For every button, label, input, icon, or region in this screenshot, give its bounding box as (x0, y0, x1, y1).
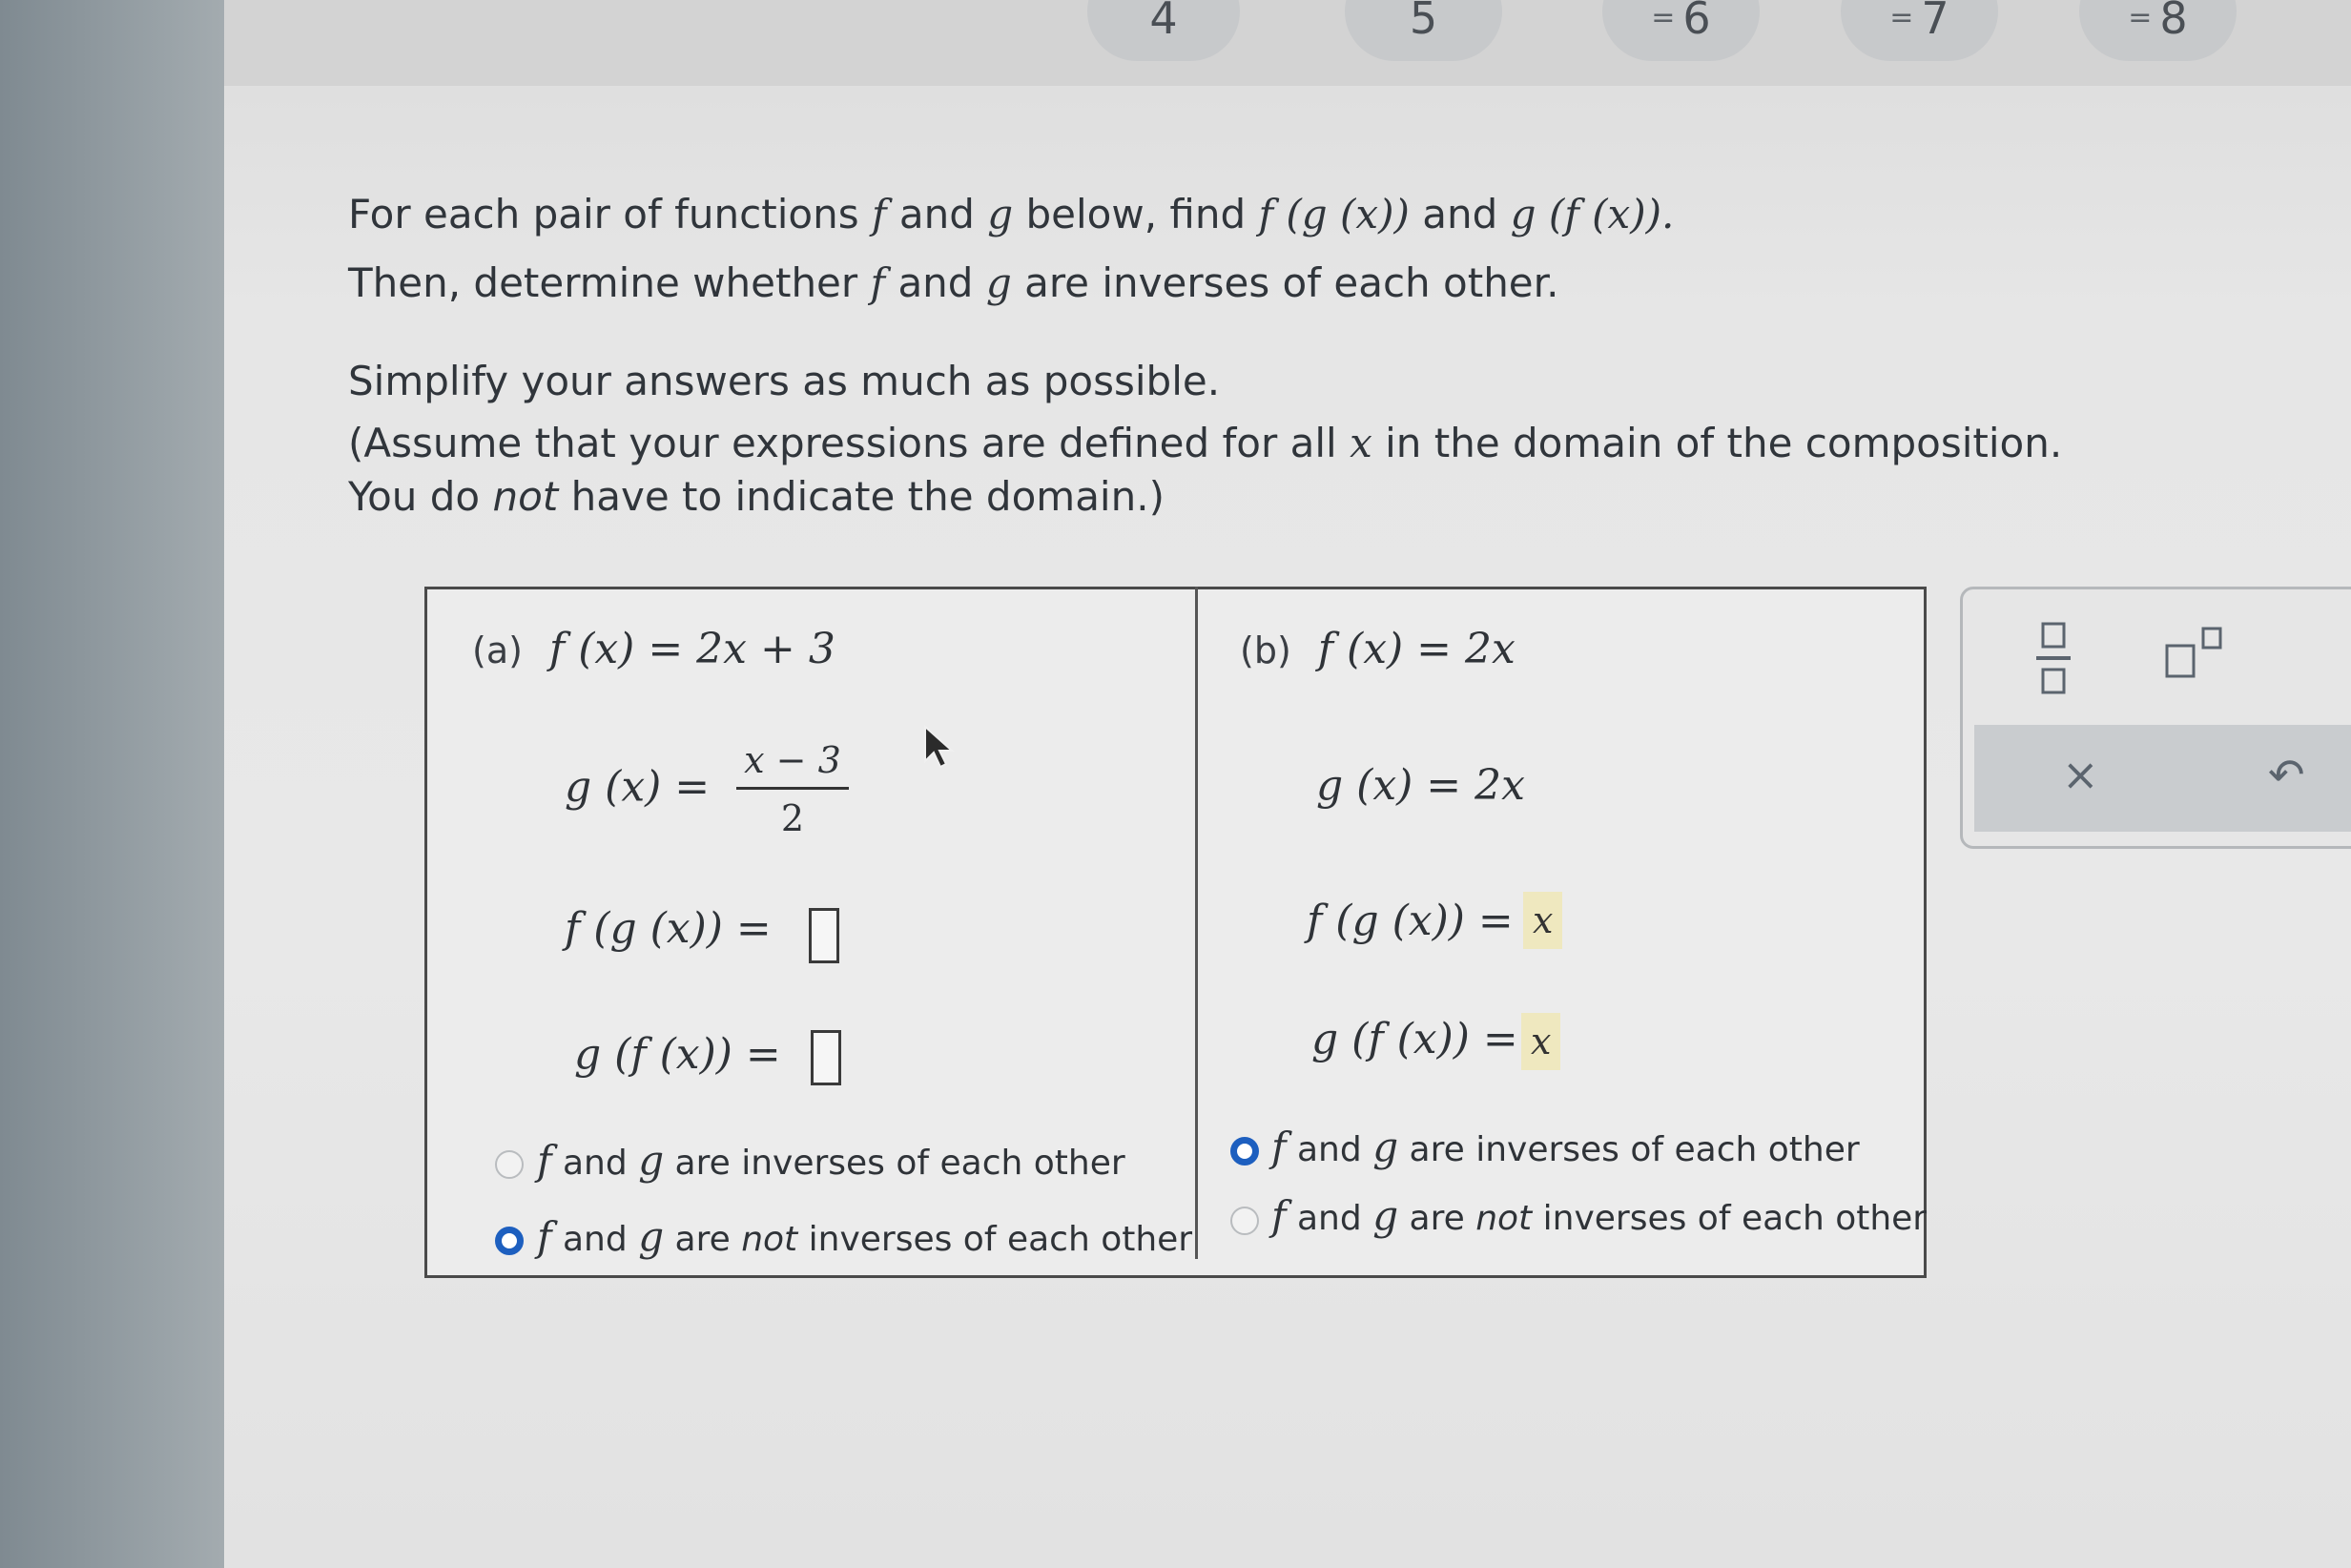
part-b-fg-answer-input[interactable]: x (1523, 892, 1562, 949)
part-a-fg-answer-input[interactable] (809, 908, 839, 963)
part-b-not-inverses-radio[interactable] (1230, 1207, 1259, 1235)
instruction-line-4: (Assume that your expressions are defined for all x in the domain of the composition. (348, 420, 2063, 466)
part-a-not-inverses-radio[interactable] (495, 1227, 524, 1255)
part-a-inverses-radio[interactable] (495, 1150, 524, 1179)
question-number: 7 (1921, 0, 1949, 44)
question-nav-item-6[interactable] (1602, 0, 1760, 61)
part-b-not-inverses-label[interactable]: f and g are not inverses of each other (1271, 1192, 1928, 1239)
question-nav (224, 0, 2351, 86)
instruction-line-5: You do not have to indicate the domain.) (348, 473, 1165, 520)
exponent-icon[interactable] (2163, 625, 2230, 682)
question-nav-item-4[interactable] (1087, 0, 1240, 61)
part-a-f-definition: (a) f (x) = 2x + 3 (472, 625, 835, 673)
part-b-f-definition: (b) f (x) = 2x (1240, 625, 1516, 673)
table-divider (1195, 587, 1198, 1259)
part-b-gf-label: g (f (x)) = (1311, 1015, 1518, 1063)
part-b-g-definition: g (x) = 2x (1316, 761, 1525, 810)
equals-icon: = (1889, 1, 1914, 34)
fraction-icon[interactable] (2034, 620, 2073, 696)
instruction-line-1: For each pair of functions f and g below, find f (g (x)) and g (f (x)). (348, 191, 1675, 237)
instruction-line-2: Then, determine whether f and g are inverses of each other. (348, 259, 1559, 306)
part-b-inverses-radio[interactable] (1230, 1137, 1259, 1166)
part-a-gf-answer-input[interactable] (811, 1030, 841, 1085)
instruction-line-3: Simplify your answers as much as possible. (348, 358, 1221, 404)
question-nav-item-7[interactable] (1841, 0, 1998, 61)
fraction: $\frac{x - 3}{2}$ (736, 739, 849, 839)
part-a-not-inverses-label[interactable]: f and g are not inverses of each other (537, 1213, 1193, 1260)
part-a-gf-label: g (f (x)) = (574, 1030, 781, 1079)
question-number: 6 (1682, 0, 1711, 44)
part-b-fg-label: f (g (x)) = (1307, 897, 1514, 945)
question-nav-item-8[interactable] (2079, 0, 2237, 61)
part-a-fg-label: f (g (x)) = (565, 904, 772, 953)
equals-icon: = (2128, 1, 2153, 34)
part-a-inverses-label[interactable]: f and g are inverses of each other (537, 1137, 1125, 1184)
undo-icon[interactable]: ↶ (2268, 749, 2305, 800)
part-b-gf-answer-input[interactable]: x (1521, 1013, 1560, 1070)
close-icon[interactable]: × (2062, 749, 2099, 800)
part-a-g-definition: g (x) = $\frac{x - 3}{2}$ (565, 739, 849, 839)
question-nav-item-5[interactable] (1345, 0, 1502, 61)
question-number: 4 (1149, 0, 1178, 44)
question-number: 8 (2159, 0, 2188, 44)
equals-icon: = (1651, 1, 1676, 34)
mouse-cursor-icon (923, 725, 956, 771)
part-b-inverses-label[interactable]: f and g are inverses of each other (1271, 1124, 1860, 1170)
question-number: 5 (1409, 0, 1438, 44)
